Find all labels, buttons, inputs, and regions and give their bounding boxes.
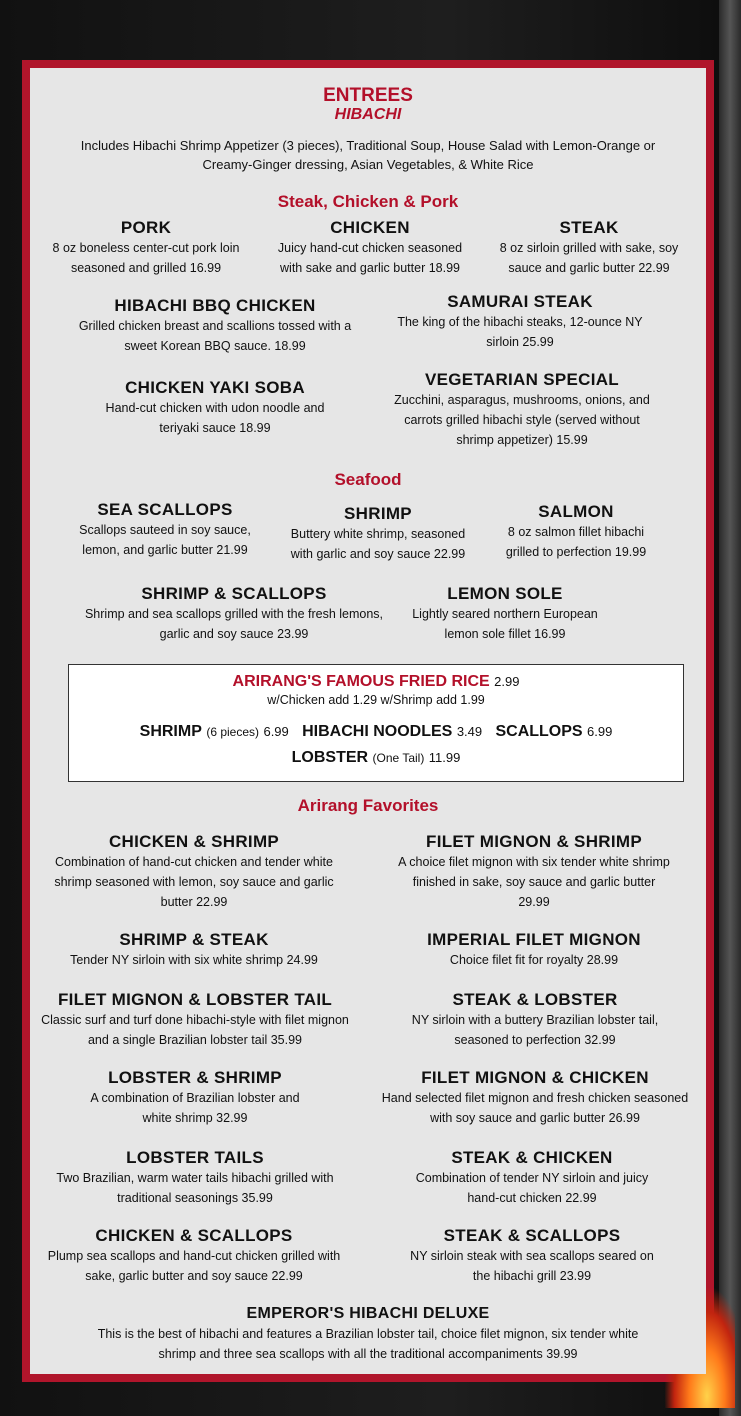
menu-item-shrimp-scallops [84, 584, 384, 644]
item-desc: 8 oz sirloin grilled with sake, soy sauce and garlic butter 22.99 [499, 241, 679, 275]
option-shrimp: SHRIMP [139, 723, 202, 740]
item-desc: Combination of tender NY sirloin and juicy hand-cut chicken 22.99 [415, 1171, 649, 1205]
item-desc: NY sirloin steak with sea scallops seared on the hibachi grill 23.99 [410, 1249, 654, 1283]
menu-item-chicken-scallops [46, 1226, 342, 1286]
item-desc: Classic surf and turf done hibachi-style with filet mignon and a single Brazilian lobster tail 35.99 [41, 1013, 349, 1047]
item-name: SHRIMP & SCALLOPS [141, 584, 327, 603]
item-name: SALMON [538, 502, 614, 521]
section-title-seafood: Seafood [334, 470, 402, 489]
item-desc: 8 oz boneless center-cut pork loin seasoned and grilled 16.99 [52, 241, 240, 275]
item-desc: Shrimp and sea scallops grilled with the fresh lemons, garlic and soy sauce 23.99 [84, 607, 384, 641]
item-name: EMPEROR'S HIBACHI DELUXE [246, 1305, 490, 1322]
item-desc: 8 oz salmon fillet hibachi grilled to perfection 19.99 [505, 525, 647, 559]
option-scallops: SCALLOPS [495, 723, 583, 740]
menu-item-salmon [494, 502, 658, 562]
item-name: SHRIMP & STEAK [119, 930, 269, 949]
option-shrimp-note: (6 pieces) [206, 725, 260, 739]
option-hibachi-noodles: HIBACHI NOODLES [302, 723, 453, 740]
option-lobster-price: 11.99 [428, 750, 461, 765]
menu-item-filet-mignon-lobster-tail [40, 990, 350, 1050]
section-title-favorites: Arirang Favorites [297, 796, 439, 815]
item-name: CHICKEN & SCALLOPS [95, 1226, 293, 1245]
item-name: SEA SCALLOPS [97, 500, 233, 519]
item-name: SHRIMP [344, 504, 412, 523]
item-desc: Choice filet fit for royalty 28.99 [449, 953, 619, 967]
menu-item-shrimp-steak [46, 930, 342, 970]
page-title: ENTREES [323, 85, 413, 106]
fried-rice-box [68, 664, 684, 782]
item-name: LOBSTER & SHRIMP [108, 1068, 282, 1087]
item-desc: This is the best of hibachi and features a Brazilian lobster tail, choice filet mignon, six tender white shrimp and three sea scallops with all the traditional accompaniments 39.99 [97, 1327, 639, 1361]
menu-item-pork [36, 218, 256, 278]
item-desc: Juicy hand-cut chicken seasoned with sake and garlic butter 18.99 [277, 241, 463, 275]
item-name: CHICKEN & SHRIMP [108, 832, 280, 851]
item-desc: Combination of hand-cut chicken and tender white shrimp seasoned with lemon, soy sauce and garlic butter 22.99 [54, 855, 334, 909]
menu-item-steak-scallops [400, 1226, 664, 1286]
fried-rice-heading [69, 673, 683, 691]
menu-item-sea-scallops [60, 500, 270, 560]
item-desc: Plump sea scallops and hand-cut chicken grilled with sake, garlic butter and soy sauce 22.99 [47, 1249, 341, 1283]
item-name: STEAK & LOBSTER [452, 990, 618, 1009]
item-name: VEGETARIAN SPECIAL [425, 370, 619, 389]
menu-item-imperial-filet-mignon [398, 930, 670, 970]
item-name: LOBSTER TAILS [126, 1148, 264, 1167]
menu-item-hibachi-bbq-chicken [70, 296, 360, 356]
menu-item-steak-chicken [400, 1148, 664, 1208]
menu-page [30, 68, 706, 1374]
item-name: LEMON SOLE [447, 584, 563, 603]
item-name: FILET MIGNON & LOBSTER TAIL [57, 990, 333, 1009]
item-name: FILET MIGNON & CHICKEN [421, 1068, 649, 1087]
menu-item-lobster-shrimp [80, 1068, 310, 1128]
menu-item-shrimp [280, 504, 476, 564]
fried-rice-price: 2.99 [494, 674, 520, 689]
item-desc: Hand-cut chicken with udon noodle and teriyaki sauce 18.99 [105, 401, 325, 435]
menu-item-filet-mignon-shrimp [398, 832, 670, 912]
item-desc: Buttery white shrimp, seasoned with garlic and soy sauce 22.99 [290, 527, 466, 561]
option-noodles-price: 3.49 [456, 724, 483, 739]
item-desc: Hand selected filet mignon and fresh chicken seasoned with soy sauce and garlic butter 26.99 [381, 1091, 689, 1125]
menu-item-chicken-yaki-soba [90, 378, 340, 438]
option-shrimp-price: 6.99 [263, 724, 289, 739]
item-name: STEAK [559, 218, 619, 237]
menu-item-samurai-steak [390, 292, 650, 352]
item-desc: Zucchini, asparagus, mushrooms, onions, and carrots grilled hibachi style (served without shrimp appetizer) 15.99 [394, 393, 650, 447]
item-name: CHICKEN YAKI SOBA [125, 378, 305, 397]
option-scallops-price: 6.99 [587, 724, 613, 739]
menu-item-filet-mignon-chicken [380, 1068, 690, 1128]
item-name: CHICKEN [330, 218, 410, 237]
intro-text: Includes Hibachi Shrimp Appetizer (3 pieces), Traditional Soup, House Salad with Lemon-Orange or Creamy-Ginger dressing, Asian Vegetables, & White Rice [80, 138, 656, 172]
menu-item-lobster-tails [50, 1148, 340, 1208]
menu-item-chicken [268, 218, 472, 278]
menu-item-chicken-shrimp [46, 832, 342, 912]
item-name: FILET MIGNON & SHRIMP [426, 832, 642, 851]
item-desc: Lightly seared northern European lemon sole fillet 16.99 [412, 607, 598, 641]
menu-item-vegetarian-special [386, 370, 658, 450]
item-name: IMPERIAL FILET MIGNON [427, 930, 641, 949]
fried-rice-lobster [69, 749, 683, 767]
menu-item-emperors-hibachi-deluxe [86, 1304, 650, 1364]
menu-item-steak-lobster [390, 990, 680, 1050]
item-desc: Grilled chicken breast and scallions tossed with a sweet Korean BBQ sauce. 18.99 [78, 319, 352, 353]
item-name: STEAK & CHICKEN [451, 1148, 613, 1167]
menu-item-lemon-sole [400, 584, 610, 644]
section-title-steak: Steak, Chicken & Pork [277, 192, 459, 211]
item-desc: Tender NY sirloin with six white shrimp 24.99 [70, 953, 318, 967]
fried-rice-options [69, 723, 683, 741]
fried-rice-title: ARIRANG'S FAMOUS FRIED RICE [232, 673, 490, 690]
item-desc: Two Brazilian, warm water tails hibachi grilled with traditional seasonings 35.99 [56, 1171, 334, 1205]
item-name: HIBACHI BBQ CHICKEN [114, 296, 316, 315]
item-name: STEAK & SCALLOPS [443, 1226, 621, 1245]
item-desc: The king of the hibachi steaks, 12-ounce NY sirloin 25.99 [397, 315, 643, 349]
item-name: PORK [120, 218, 172, 237]
item-desc: A choice filet mignon with six tender white shrimp finished in sake, soy sauce and garlic butter 29.99 [398, 855, 670, 909]
item-name: SAMURAI STEAK [447, 292, 593, 311]
item-desc: Scallops sauteed in soy sauce, lemon, and garlic butter 21.99 [79, 523, 251, 557]
page-subtitle: HIBACHI [334, 106, 402, 123]
option-lobster: LOBSTER [291, 749, 369, 766]
option-lobster-note: (One Tail) [372, 751, 425, 765]
fried-rice-addons: w/Chicken add 1.29 w/Shrimp add 1.99 [267, 693, 485, 707]
item-desc: A combination of Brazilian lobster and white shrimp 32.99 [90, 1091, 300, 1125]
item-desc: NY sirloin with a buttery Brazilian lobster tail, seasoned to perfection 32.99 [411, 1013, 659, 1047]
page-edge [719, 0, 741, 1416]
menu-item-steak [486, 218, 692, 278]
